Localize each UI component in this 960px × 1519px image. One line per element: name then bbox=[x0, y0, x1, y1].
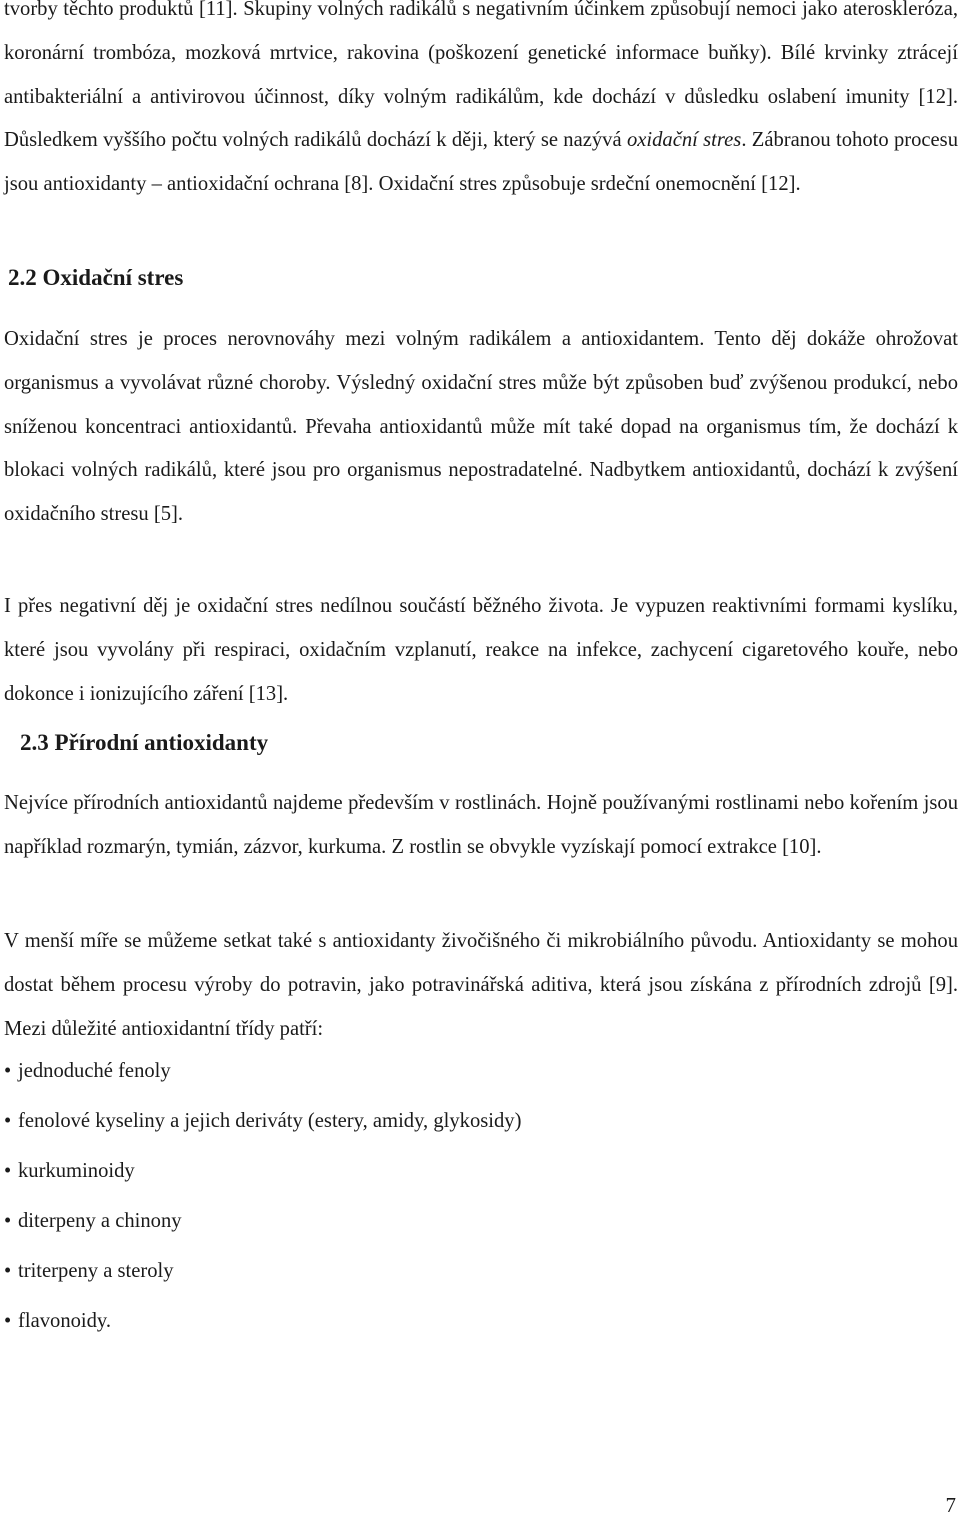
list-item bbox=[4, 1108, 521, 1158]
paragraph-intro-text-1: tvorby těchto produktů [11]. Skupiny volných radikálů s negativním účinkem způsobují nemoci jako ateroskleróza, koronární trombóza, mozková mrtvice, rakovina (poškození genetické informace buňky). Bílé krvinky ztrácejí antibakteriální a antivirovou účinnost, díky volným radikálům, kde dochází v důsledku oslabení imunity [12]. Důsledkem vyššího počtu volných radikálů dochází k ději, který se nazývá bbox=[4, 0, 958, 152]
list-item-text: diterpeny a chinony bbox=[18, 1210, 182, 1232]
heading-2-2: 2.2 Oxidační stres bbox=[8, 265, 184, 290]
list-item bbox=[4, 1058, 521, 1108]
bullet-icon: • bbox=[4, 1210, 12, 1232]
paragraph-2-2-b: I přes negativní děj je oxidační stres nedílnou součástí běžného života. Je vypuzen reaktivními formami kyslíku, které jsou vyvolány při respiraci, oxidačním vzplanutí, reakce na infekce, zachycení cigaretového kouře, nebo dokonce i ionizujícího záření [13]. bbox=[4, 595, 958, 705]
list-item bbox=[4, 1208, 521, 1258]
list-item bbox=[4, 1158, 521, 1208]
page-number: 7 bbox=[945, 1493, 956, 1517]
bullet-icon: • bbox=[4, 1160, 12, 1182]
antioxidant-classes-list bbox=[4, 1058, 521, 1358]
list-item bbox=[4, 1308, 521, 1358]
heading-2-3: 2.3 Přírodní antioxidanty bbox=[20, 730, 269, 755]
paragraph-2-3-b: V menší míře se můžeme setkat také s antioxidanty živočišného či mikrobiálního původu. Antioxidanty se mohou dostat během procesu výroby do potravin, jako potravinářská aditiva, která jsou získána z přírodních zdrojů [9]. Mezi důležité antioxidantní třídy patří: bbox=[4, 930, 958, 1040]
paragraph-2-2-a: Oxidační stres je proces nerovnováhy mezi volným radikálem a antioxidantem. Tento děj dokáže ohrožovat organismus a vyvolávat různé choroby. Výsledný oxidační stres může být způsoben buď zvýšenou produkcí, nebo sníženou koncentraci antioxidantů. Převaha antioxidantů může mít také dopad na organismus tím, že dochází k blokaci volných radikálů, které jsou pro organismus nepostradatelné. Nadbytkem antioxidantů, dochází k zvýšení oxidačního stresu [5]. bbox=[4, 328, 958, 526]
paragraph-intro-text-2: . Zábranou tohoto procesu jsou antioxidanty – antioxidační ochrana [8]. Oxidační stres způsobuje srdeční onemocnění [12]. bbox=[4, 129, 958, 196]
bullet-icon: • bbox=[4, 1260, 12, 1282]
emphasis-oxidative-stress: oxidační stres bbox=[626, 129, 742, 152]
bullet-icon: • bbox=[4, 1110, 12, 1132]
list-item-text: fenolové kyseliny a jejich deriváty (estery, amidy, glykosidy) bbox=[18, 1110, 522, 1132]
list-item-text: triterpeny a steroly bbox=[18, 1260, 174, 1282]
paragraph-intro bbox=[4, 0, 958, 207]
list-item-text: jednoduché fenoly bbox=[18, 1060, 171, 1082]
list-item bbox=[4, 1258, 521, 1308]
bullet-icon: • bbox=[4, 1310, 12, 1332]
paragraph-2-3-a: Nejvíce přírodních antioxidantů najdeme především v rostlinách. Hojně používanými rostlinami nebo kořením jsou například rozmarýn, tymián, zázvor, kurkuma. Z rostlin se obvykle vyzískají pomocí extrakce [10]. bbox=[4, 792, 958, 858]
bullet-icon: • bbox=[4, 1060, 12, 1082]
list-item-text: kurkuminoidy bbox=[18, 1160, 135, 1182]
list-item-text: flavonoidy. bbox=[18, 1310, 112, 1332]
